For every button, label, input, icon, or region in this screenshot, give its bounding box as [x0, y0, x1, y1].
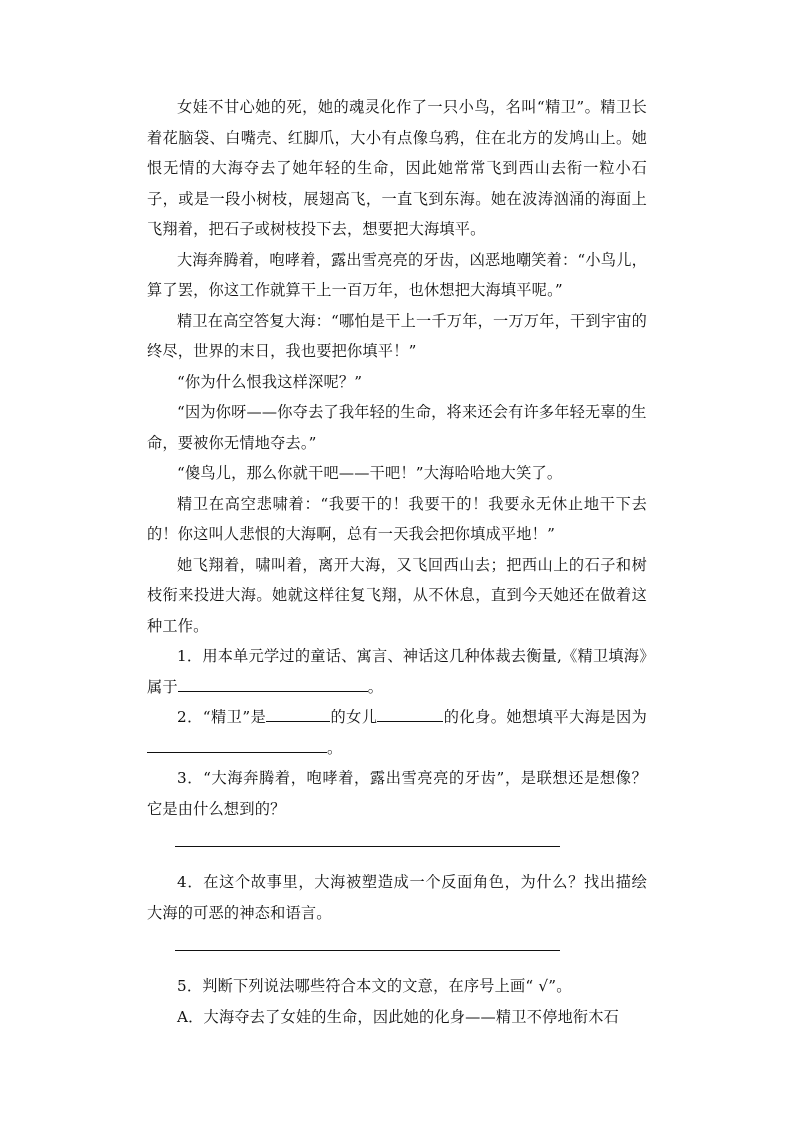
question-2-blank-2[interactable] [377, 703, 443, 722]
story-paragraph-3: 精卫在高空答复大海：“哪怕是干上一千万年，一万万年，干到宇宙的终尽，世界的末日，我也要把你填平！” [147, 311, 647, 360]
question-4: 4．在这个故事里，大海被塑造成一个反面角色，为什么？找出描绘大海的可恶的神态和语言。 [147, 873, 647, 922]
question-3-answer-line[interactable] [175, 846, 560, 847]
question-1 [147, 641, 647, 702]
question-4-answer-line[interactable] [175, 950, 560, 951]
story-paragraph-4: “你为什么恨我这样深呢？” [177, 372, 363, 391]
question-3: 3．“大海奔腾着，咆哮着，露出雪亮亮的牙齿”，是联想还是想像？它是由什么想到的？ [147, 769, 647, 818]
story-paragraph-1: 女娃不甘心她的死，她的魂灵化作了一只小鸟，名叫“精卫”。精卫长着花脑袋、白嘴壳、红脚爪，大小有点像乌鸦，住在北方的发鸠山上。她恨无情的大海夺去了她年轻的生命，因此她常常飞到西山去衔一粒小石子，或是一段小树枝，展翅高飞，一直飞到东海。她在波涛汹涌的海面上飞翔着，把石子或树枝投下去，想要把大海填平。 [147, 98, 647, 238]
question-2-end: 。 [327, 738, 343, 757]
question-1-blank[interactable] [178, 673, 368, 692]
question-2 [147, 702, 647, 763]
question-2-text-c: 的化身。她想填平大海是因为 [443, 708, 648, 726]
story-paragraph-2: 大海奔腾着，咆哮着，露出雪亮亮的牙齿，凶恶地嘲笑着：“小鸟儿，算了罢，你这工作就算干上一百万年，也休想把大海填平呢。” [147, 250, 647, 299]
option-a: A．大海夺去了女娃的生命，因此她的化身——精卫不停地衔木石 [177, 1007, 620, 1026]
question-1-text: 1．用本单元学过的童话、寓言、神话这几种体裁去衡量,《精卫填海》属于 [147, 647, 647, 696]
story-paragraph-7: 精卫在高空悲啸着：“我要干的！我要干的！我要永无休止地干下去的！你这叫人悲恨的大海啊，总有一天我会把你填成平地！” [147, 494, 647, 543]
question-1-end: 。 [367, 677, 384, 696]
question-2-blank-3[interactable] [147, 734, 327, 753]
question-2-text-b: 的女儿 [330, 708, 378, 726]
document-content [147, 92, 647, 1032]
question-2-text-a: 2．“精卫”是 [177, 708, 267, 726]
story-paragraph-8: 她飞翔着，啸叫着，离开大海，又飞回西山去；把西山上的石子和树枝衔来投进大海。她就这样往复飞翔，从不休息，直到今天她还在做着这种工作。 [147, 555, 647, 635]
story-paragraph-6: “傻鸟儿，那么你就干吧——干吧！”大海哈哈地大笑了。 [177, 464, 563, 482]
question-2-blank-1[interactable] [266, 703, 330, 722]
story-paragraph-5: “因为你呀——你夺去了我年轻的生命，将来还会有许多年轻无辜的生命，要被你无情地夺去。” [147, 403, 647, 452]
question-5: 5．判断下列说法哪些符合本文的文意，在序号上画“ √”。 [177, 977, 572, 995]
